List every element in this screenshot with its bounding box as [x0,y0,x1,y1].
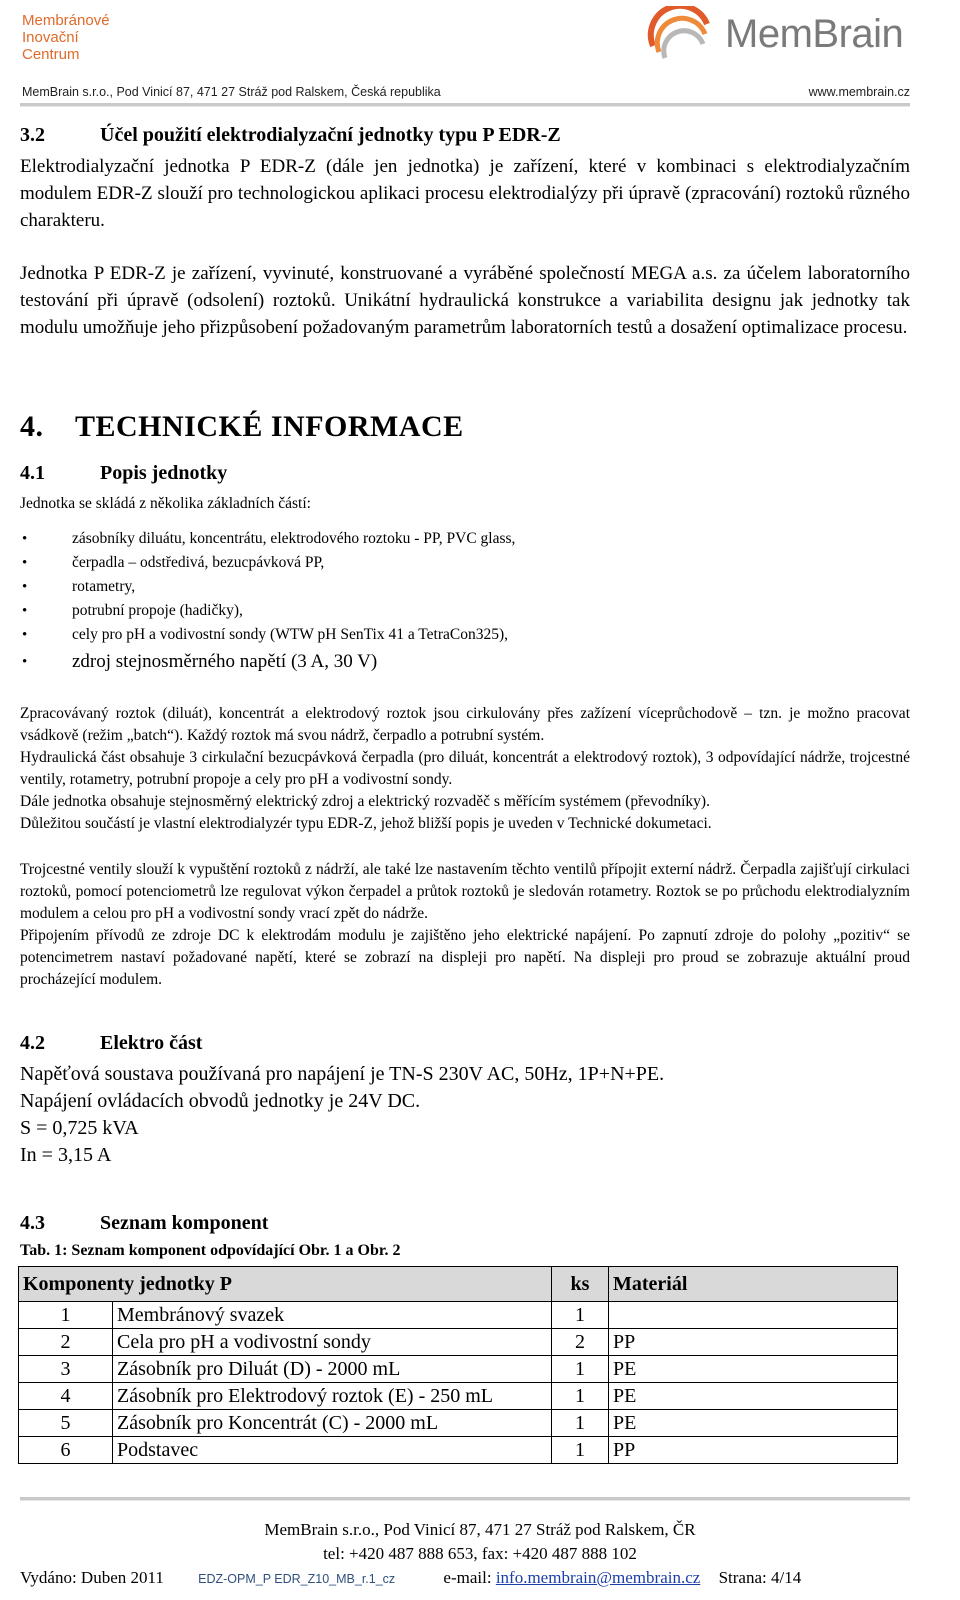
email-label: e-mail: [443,1568,492,1587]
section-number: 4.1 [20,462,45,484]
paragraph: Důležitou součástí je vlastní elektrodialyzér typu EDR-Z, jehož bližší popis je uveden v Technické dokumetaci. [20,815,712,832]
table-cell: Zásobník pro Diluát (D) - 2000 mL [113,1356,552,1383]
paragraph: Připojením přívodů ze zdroje DC k elektrodám modulu je zajištěno jeho elektrické napájení. Po zapnutí zdroje do polohy „pozitiv“ se potencimetrem nastaví požadované napětí, které se zobrazí na displeji pro napětí. Na displeji pro proud se zobrazuje aktuální proud procházející modulem. [20,927,910,988]
table-cell: Zásobník pro Elektrodový roztok (E) - 250 mL [113,1383,552,1410]
table-header-cell: Komponenty jednotky P [19,1267,552,1302]
list-item: • rotametry, [20,575,910,599]
section-title: Účel použití elektrodialyzační jednotky typu P EDR-Z [100,124,561,146]
table-cell: 1 [552,1437,609,1464]
table-cell: 4 [19,1383,113,1410]
logo-line: Inovační [22,29,79,46]
section-title: Seznam komponent [100,1212,269,1234]
table-header-row [19,1267,898,1302]
table-cell: 1 [552,1410,609,1437]
list-item: • čerpadla – odstředivá, bezucpávková PP, [20,551,910,575]
logo-line: Membránové [22,12,110,29]
table-cell: 5 [19,1410,113,1437]
issued-date: Vydáno: Duben 2011 [20,1568,164,1587]
section-number: 4.2 [20,1032,45,1054]
table-cell [609,1302,898,1329]
logo-line: Centrum [22,46,80,63]
list-intro: Jednotka se skládá z několika základních částí: [20,495,311,512]
header-website[interactable]: www.membrain.cz [808,85,910,99]
table-cell: PP [609,1329,898,1356]
table-cell: PE [609,1356,898,1383]
table-caption: Tab. 1: Seznam komponent odpovídající Obr. 1 a Obr. 2 [20,1242,401,1259]
table-cell: 2 [552,1329,609,1356]
table-cell: 1 [552,1356,609,1383]
table-row [19,1302,898,1329]
table-row [19,1356,898,1383]
table-cell: 3 [19,1356,113,1383]
list-item: • zásobníky diluátu, koncentrátu, elektrodového roztoku - PP, PVC glass, [20,527,910,551]
table-header-cell: Materiál [609,1267,898,1302]
table-cell: Zásobník pro Koncentrát (C) - 2000 mL [113,1410,552,1437]
table-cell: PP [609,1437,898,1464]
table-row [19,1383,898,1410]
table-cell: Cela pro pH a vodivostní sondy [113,1329,552,1356]
table-header-cell: ks [552,1267,609,1302]
chapter-4-heading [20,410,910,444]
electrical-specs [20,1061,910,1169]
table-row [19,1410,898,1437]
paragraph: Hydraulická část obsahuje 3 cirkulační bezucpávková čerpadla (pro diluát, koncentrát a elektrodový roztok), 3 odpovídající nádrže, trojcestné ventily, rotametry, potrubní propoje a cely pro pH a vodivostní sondy. [20,749,910,788]
section-4-3-heading [20,1212,910,1235]
footer-divider-shadow [20,1500,910,1501]
section-4-1-heading [20,462,910,485]
section-title: Elektro část [100,1032,203,1054]
table-row [19,1437,898,1464]
footer-meta-row [20,1568,910,1588]
table-cell: PE [609,1410,898,1437]
list-item: • cely pro pH a vodivostní sondy (WTW pH SenTix 41 a TetraCon325), [20,623,910,647]
section-4-2-heading [20,1032,910,1055]
spec-line: Napájení ovládacích obvodů jednotky je 24V DC. [20,1090,421,1112]
footer-address: MemBrain s.r.o., Pod Vinicí 87, 471 27 Stráž pod Ralskem, ČR [264,1520,696,1539]
section-title: Popis jednotky [100,462,228,484]
table-cell: 2 [19,1329,113,1356]
paragraph: Elektrodialyzační jednotka P EDR-Z (dále jen jednotka) je zařízení, které v kombinaci s elektrodialyzačním modulem EDR-Z slouží pro technologickou aplikaci procesu elektrodialýzy při úpravě (zpracování) roztoků různého charakteru. [20,156,910,231]
paragraph: Dále jednotka obsahuje stejnosměrný elektrický zdroj a elektrický rozvaděč s měřícím systémem (převodníky). [20,793,710,810]
table-cell: Membránový svazek [113,1302,552,1329]
table-cell: 1 [19,1302,113,1329]
footer-contact: tel: +420 487 888 653, fax: +420 487 888 102 [323,1544,637,1563]
table-cell: 1 [552,1302,609,1329]
table-cell: Podstavec [113,1437,552,1464]
chapter-title: TECHNICKÉ INFORMACE [75,410,464,443]
table-cell: 6 [19,1437,113,1464]
page-number: Strana: 4/14 [718,1568,802,1587]
table-cell: PE [609,1383,898,1410]
section-3-2-heading [20,124,910,147]
component-bullet-list [20,527,910,677]
header-divider-shadow [20,106,910,107]
paragraph: Zpracovávaný roztok (diluát), koncentrát a elektrodový roztok jsou cirkulovány přes zažízení víceprůchodově – tzn. je možno pracovat vsádkově (režim „batch“). Každý roztok má svou nádrž, čerpadlo a potrubní systém. [20,705,910,744]
brand-name: MemBrain [725,12,904,56]
description-block [20,859,910,991]
table-cell: 1 [552,1383,609,1410]
list-item: • zdroj stejnosměrného napětí (3 A, 30 V) [20,647,910,677]
section-number: 3.2 [20,124,45,146]
paragraph: Trojcestné ventily slouží k vypuštění roztoků z nádrží, ale také lze nastavením těchto ventilů přípojit externí nádrž. Čerpadla zajišťují cirkulaci roztoků, pomocí potenciometrů lze regulovat výkon čerpadel a průtok roztoků je sledován rotametry. Roztok se po průchodu elektrodialyzním modulem a celou pro pH a vodivostní sondy vrací zpět do nádrže. [20,861,910,922]
header-address: MemBrain s.r.o., Pod Vinicí 87, 471 27 Stráž pod Ralskem, Česká republika [22,85,441,99]
description-block [20,703,910,835]
company-logo-text [22,12,152,63]
table-row [19,1329,898,1356]
spec-line: Napěťová soustava používaná pro napájení je TN-S 230V AC, 50Hz, 1P+N+PE. [20,1063,665,1085]
membrain-logo-icon [645,6,725,68]
paragraph: Jednotka P EDR-Z je zařízení, vyvinuté, konstruované a vyráběné společností MEGA a.s. za účelem laboratorního testování při úpravě (odsolení) roztoků. Unikátní hydraulická konstrukce a variabilita designu jak jednotky tak modulu umožňuje jeho přizpůsobení požadovaným parametrům laboratorních testů a dosažení optimalizace procesu. [20,263,910,338]
section-number: 4.3 [20,1212,45,1234]
spec-line: S = 0,725 kVA [20,1117,139,1139]
document-code: EDZ-OPM_P EDR_Z10_MB_r.1_cz [198,1572,396,1586]
components-table [18,1266,898,1464]
chapter-number: 4. [20,410,44,443]
spec-line: In = 3,15 A [20,1144,112,1166]
email-link[interactable]: info.membrain@membrain.cz [495,1568,701,1587]
list-item: • potrubní propoje (hadičky), [20,599,910,623]
